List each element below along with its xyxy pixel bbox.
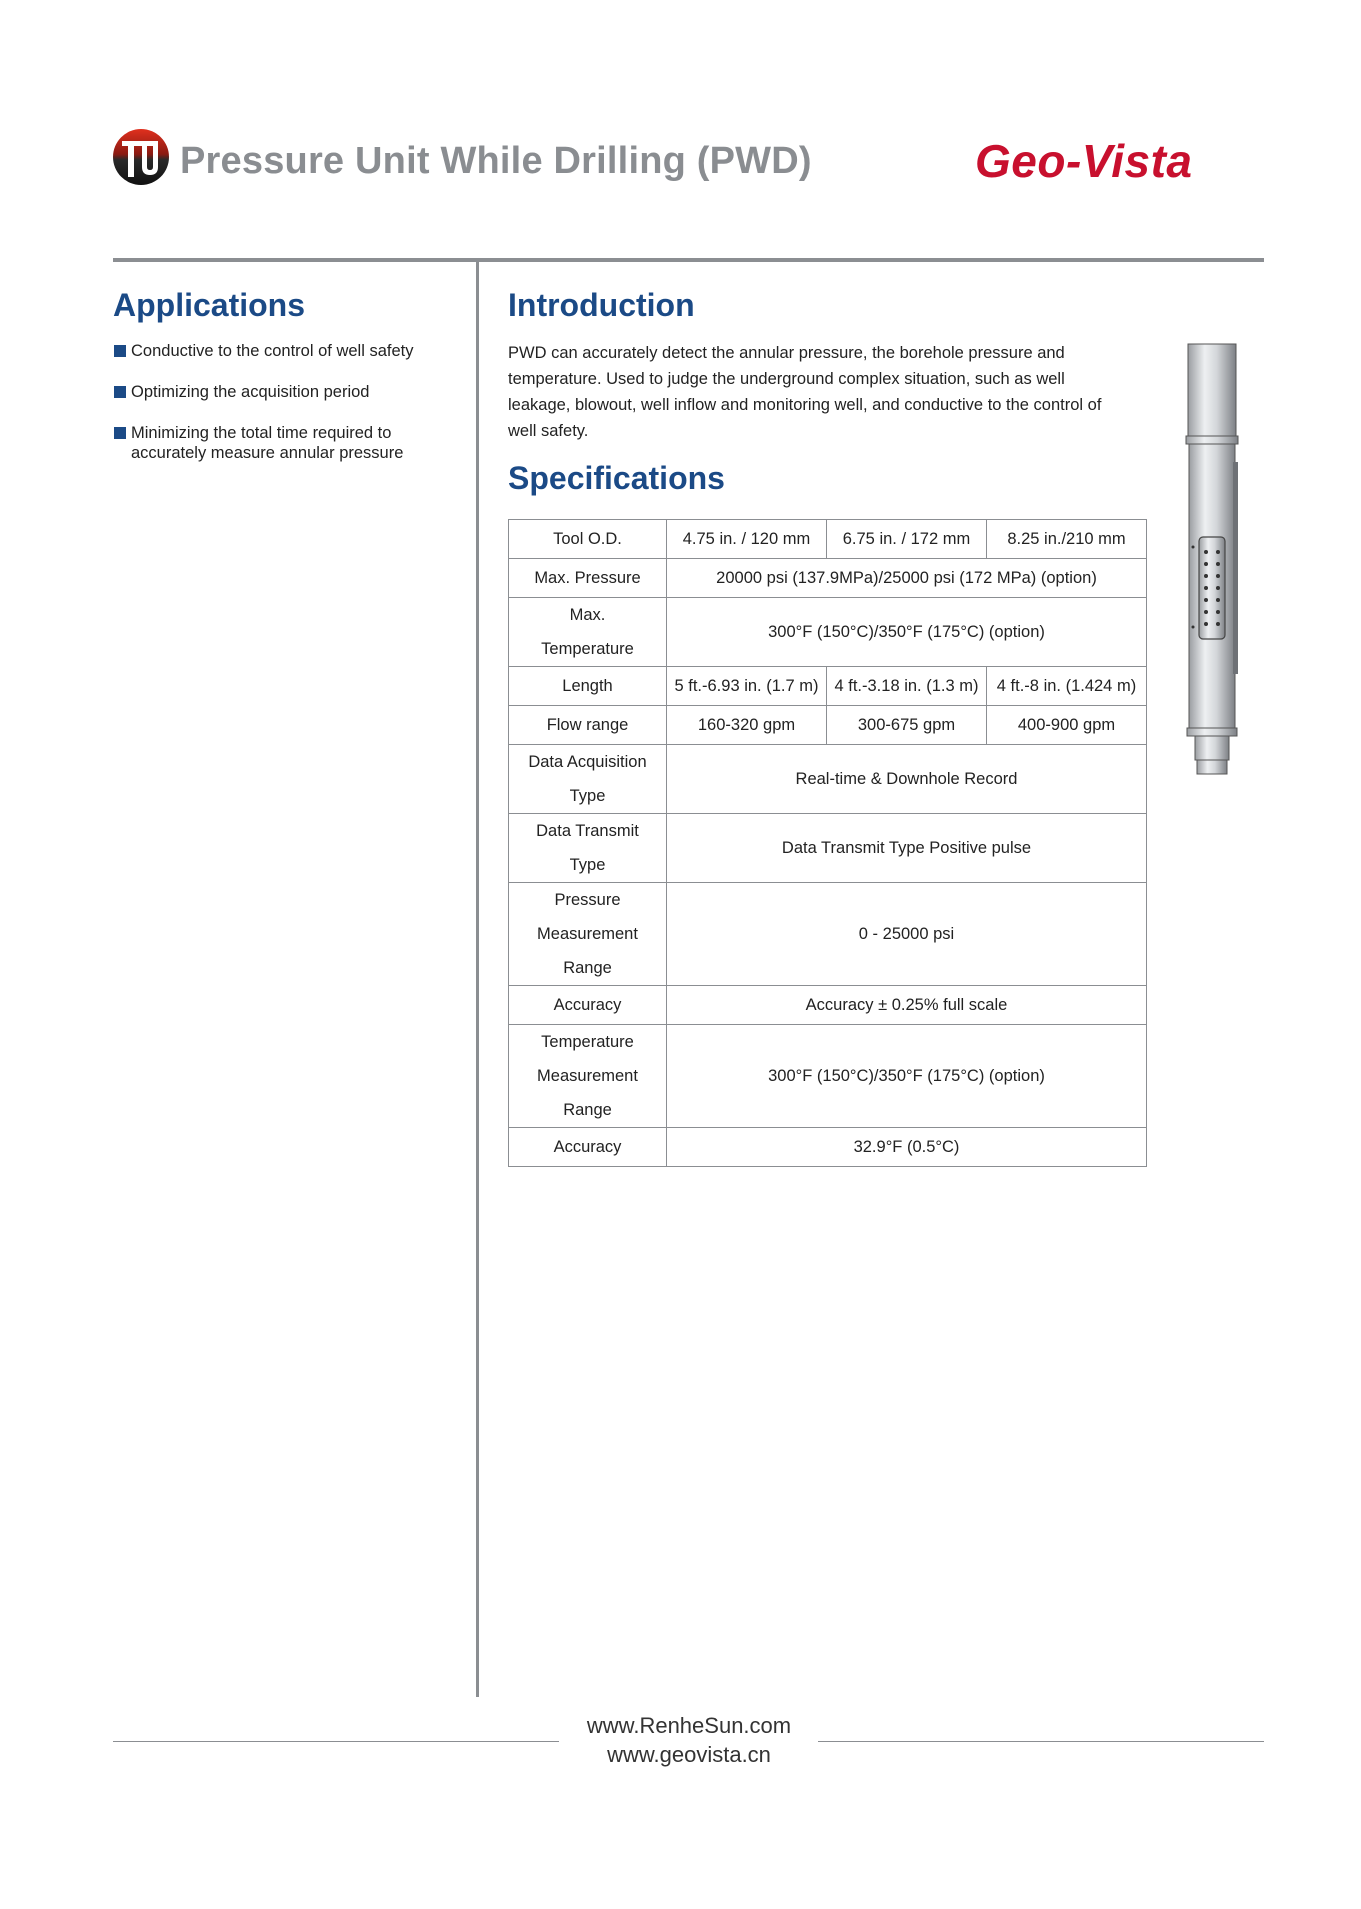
spec-value: 400-900 gpm (987, 706, 1147, 745)
table-row (509, 559, 1147, 598)
footer-divider (818, 1741, 1264, 1742)
square-bullet-icon (114, 345, 126, 357)
list-item (113, 341, 453, 361)
spec-value: 8.25 in./210 mm (987, 520, 1147, 559)
spec-label: Flow range (509, 706, 667, 745)
spec-value: 300°F (150°C)/350°F (175°C) (option) (667, 1025, 1147, 1128)
column-divider (476, 260, 479, 1697)
spec-value: Data Transmit Type Positive pulse (667, 814, 1147, 883)
spec-value: 160-320 gpm (667, 706, 827, 745)
spec-value: 4.75 in. / 120 mm (667, 520, 827, 559)
footer-divider (113, 1741, 559, 1742)
introduction-heading: Introduction (508, 287, 695, 323)
table-row (509, 883, 1147, 986)
table-row (509, 745, 1147, 814)
footer-link-renhesun[interactable]: www.RenheSun.com (586, 1713, 792, 1738)
spec-value: Real-time & Downhole Record (667, 745, 1147, 814)
spec-label: Accuracy (509, 1128, 667, 1167)
spec-value: 32.9°F (0.5°C) (667, 1128, 1147, 1167)
table-row (509, 706, 1147, 745)
table-row (509, 1025, 1147, 1128)
spec-value: 300°F (150°C)/350°F (175°C) (option) (667, 598, 1147, 667)
spec-value: 4 ft.-8 in. (1.424 m) (987, 667, 1147, 706)
spec-label: Data Transmit Type (509, 814, 667, 883)
specifications-table (508, 519, 1147, 1167)
pu-logo-icon (112, 127, 170, 187)
list-item-text: Optimizing the acquisition period (131, 383, 370, 401)
table-row (509, 520, 1147, 559)
spec-label: Max. Pressure (509, 559, 667, 598)
spec-value: 5 ft.-6.93 in. (1.7 m) (667, 667, 827, 706)
pwd-tool-image (1185, 342, 1243, 778)
brand-logo: Geo-Vista (975, 135, 1193, 187)
spec-label: Length (509, 667, 667, 706)
spec-value: 20000 psi (137.9MPa)/25000 psi (172 MPa) (option) (667, 559, 1147, 598)
table-row (509, 814, 1147, 883)
specifications-heading: Specifications (508, 460, 725, 496)
spec-label: Max. Temperature (509, 598, 667, 667)
list-item-text: Conductive to the control of well safety (131, 342, 414, 360)
table-row (509, 667, 1147, 706)
applications-heading: Applications (113, 287, 306, 323)
spec-value: 6.75 in. / 172 mm (827, 520, 987, 559)
spec-value: Accuracy ± 0.25% full scale (667, 986, 1147, 1025)
footer-link-geovista[interactable]: www.geovista.cn (607, 1742, 771, 1767)
table-row (509, 986, 1147, 1025)
page-title: Pressure Unit While Drilling (PWD) (180, 140, 812, 182)
spec-value: 0 - 25000 psi (667, 883, 1147, 986)
spec-value: 300-675 gpm (827, 706, 987, 745)
list-item (113, 382, 453, 402)
header-divider (113, 258, 1264, 262)
spec-label: Temperature Measurement Range (509, 1025, 667, 1128)
square-bullet-icon (114, 427, 126, 439)
square-bullet-icon (114, 386, 126, 398)
spec-label: Accuracy (509, 986, 667, 1025)
spec-value: 4 ft.-3.18 in. (1.3 m) (827, 667, 987, 706)
spec-label: Pressure Measurement Range (509, 883, 667, 986)
spec-label: Data Acquisition Type (509, 745, 667, 814)
introduction-text: PWD can accurately detect the annular pressure, the borehole pressure and temperature. Used to judge the underground complex situation, such as well leakage, blowout, well inflow and monitoring well, and conductive to the control of well safety. (508, 344, 1102, 440)
list-item (113, 423, 453, 463)
table-row (509, 598, 1147, 667)
spec-label: Tool O.D. (509, 520, 667, 559)
list-item-text: Minimizing the total time required to accurately measure annular pressure (131, 424, 404, 462)
table-row (509, 1128, 1147, 1167)
applications-list (113, 341, 453, 484)
